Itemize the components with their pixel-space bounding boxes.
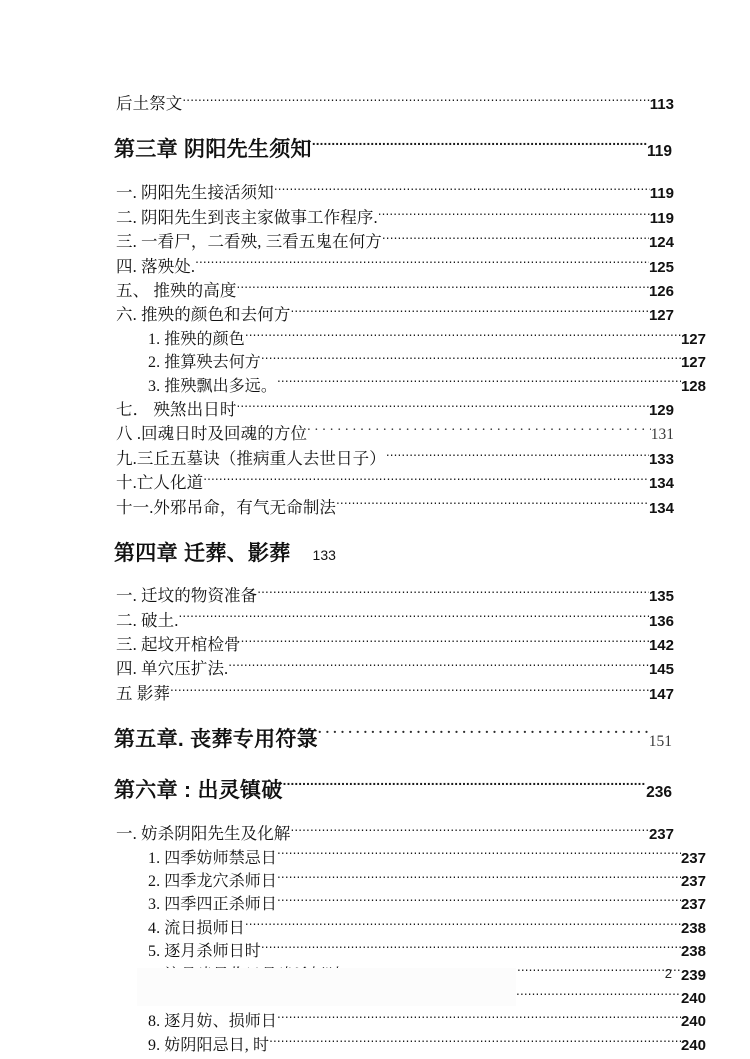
toc-entry-page-number: 240 [680, 989, 706, 1007]
toc-entry[interactable] [116, 447, 674, 471]
toc-entry-label: 五、 推殃的高度 [116, 281, 237, 301]
dot-leader [261, 940, 681, 956]
toc-entry-page-number: 113 [649, 96, 674, 113]
page-number-footer: 2 [664, 966, 672, 981]
toc-entry[interactable] [116, 398, 674, 422]
dot-leader [269, 1034, 681, 1050]
toc-entry-label: 第四章 迁葬、影葬 [114, 542, 291, 566]
toc-entry-page-number: 129 [648, 402, 674, 420]
toc-entry[interactable] [116, 682, 674, 706]
toc-entry-page-number: 124 [648, 234, 674, 252]
toc-entry-label: 2. 四季龙穴杀师日 [148, 872, 278, 890]
toc-entry-page-number: 119 [646, 143, 672, 161]
dot-leader [228, 658, 649, 675]
toc-entry-label: 一. 迁坟的物资准备 [116, 586, 258, 606]
dot-leader [290, 304, 649, 321]
toc-entry-page-number: 147 [648, 685, 674, 703]
toc-entry-page-number: 125 [648, 258, 674, 276]
dot-leader [318, 725, 649, 746]
toc-entry-label: 三. 起坟开棺检骨 [116, 634, 241, 654]
toc-entry-label: 5. 逐月杀师日时 [148, 943, 261, 961]
toc-entry-label: 9. 妨阴阳忌日, 时 [148, 1036, 270, 1054]
dot-leader [291, 539, 313, 560]
toc-entry-page-number: 134 [648, 475, 674, 493]
toc-entry-label: 3. 推殃飘出多远。 [148, 377, 278, 395]
toc-entry-label: 四. 单穴压扩法. [116, 659, 229, 679]
toc-entry[interactable] [116, 303, 674, 327]
toc-entry-page-number: 133 [312, 547, 336, 564]
dot-leader [312, 135, 647, 156]
dot-leader [274, 182, 650, 199]
toc-entry-page-number: 237 [680, 896, 706, 914]
toc-entry[interactable] [116, 822, 674, 846]
toc-subentry[interactable] [148, 1010, 706, 1033]
dot-leader [182, 93, 649, 110]
toc-subentry[interactable] [148, 893, 706, 916]
toc-chapter-entry[interactable] [114, 539, 672, 570]
toc-entry-label: 十.亡人化道 [116, 473, 204, 493]
toc-entry-label: 五 影葬 [116, 683, 171, 703]
toc-entry-page-number: 236 [646, 784, 672, 802]
toc-entry-label: 九.三丘五墓诀（推病重人去世日子） [116, 448, 386, 468]
toc-subentry[interactable] [148, 351, 706, 374]
toc-entry[interactable] [116, 496, 674, 520]
toc-entry-page-number: 239 [680, 966, 706, 984]
toc-entry-label: 一. 阴阳先生接活须知 [116, 183, 274, 203]
toc-entry-page-number: 142 [648, 636, 674, 654]
toc-entry-label: 十一.外邪吊命，有气无命制法 [116, 497, 337, 517]
toc-entry-page-number: 134 [648, 499, 674, 517]
toc-entry[interactable] [116, 633, 674, 657]
dot-leader [307, 423, 651, 440]
toc-subentry[interactable] [148, 375, 706, 398]
toc-entry-label: 1. 推殃的颜色 [148, 330, 245, 348]
toc-entry-page-number: 238 [680, 943, 706, 961]
toc-entry-label: 六. 推殃的颜色和去何方 [116, 305, 291, 325]
toc-entry-page-number: 145 [648, 661, 674, 679]
toc-entry-page-number: 237 [680, 849, 706, 867]
dot-leader [241, 633, 649, 650]
toc-entry-label: 4. 流日损师日 [148, 919, 245, 937]
dot-leader [283, 776, 646, 797]
toc-entry-page-number: 131 [650, 426, 674, 444]
dot-leader [170, 682, 649, 699]
toc-entry-label: 第六章 : 出灵镇破 [114, 779, 283, 803]
toc-entry[interactable] [116, 657, 674, 681]
toc-subentry[interactable] [148, 328, 706, 351]
toc-entry-page-number: 151 [648, 733, 672, 751]
toc-entry-label: 8. 逐月妨、损师日 [148, 1013, 278, 1031]
dot-leader [382, 231, 649, 248]
toc-subentry[interactable] [148, 1034, 706, 1057]
dot-leader [195, 255, 649, 272]
toc-entry-page-number: 128 [680, 377, 706, 395]
toc-entry[interactable] [116, 230, 674, 254]
toc-entry-page-number: 127 [648, 307, 674, 325]
toc-chapter-entry[interactable] [114, 776, 672, 808]
dot-leader [277, 1010, 681, 1026]
toc-entry-page-number: 127 [680, 330, 706, 348]
toc-entry-label: 二. 阴阳先生到丧主家做事工作程序. [116, 207, 378, 227]
toc-entry-page-number: 238 [680, 919, 706, 937]
toc-entry-page-number: 240 [680, 1036, 706, 1054]
dot-leader [290, 823, 649, 840]
toc-entry-label: 四. 落殃处. [116, 256, 196, 276]
toc-entry-page-number: 126 [648, 283, 674, 301]
dot-leader [178, 609, 648, 626]
toc-entry-label: 第五章. 丧葬专用符箓 [114, 728, 318, 752]
toc-subentry[interactable] [148, 940, 706, 963]
toc-entry-label: 七． 殃煞出日时 [116, 400, 237, 420]
toc-subentry[interactable] [148, 917, 706, 940]
toc-entry[interactable] [116, 255, 674, 279]
toc-entry-label: 3. 四季四正杀师日 [148, 896, 278, 914]
dot-leader [336, 496, 649, 513]
toc-entry[interactable] [116, 92, 674, 116]
scan-artifact-band [137, 968, 516, 1006]
toc-entry-page-number: 136 [648, 612, 674, 630]
dot-leader [277, 847, 681, 863]
dot-leader [277, 870, 681, 886]
toc-entry-label: 2. 推算殃去何方 [148, 354, 261, 372]
toc-entry-page-number: 119 [649, 209, 674, 227]
toc-entry-label: 二. 破土. [116, 610, 179, 630]
toc-entry-label: 三. 一看尸，二看殃, 三看五鬼在何方 [116, 232, 382, 252]
dot-leader [257, 585, 649, 602]
toc-entry-label: 第三章 阴阳先生须知 [114, 138, 312, 162]
toc-entry-label: 后土祭文 [116, 94, 183, 113]
dot-leader [261, 351, 681, 367]
dot-leader [386, 447, 649, 464]
toc-entry-page-number: 237 [648, 826, 674, 844]
dot-leader [245, 917, 681, 933]
toc-entry[interactable] [116, 584, 674, 608]
toc-entry-label: 1. 四季妨师禁忌日 [148, 849, 278, 867]
toc-chapter-entry[interactable] [114, 725, 672, 757]
toc-entry-label: 八 .回魂日时及回魂的方位 [116, 424, 308, 444]
toc-entry[interactable] [116, 206, 674, 230]
dot-leader [277, 375, 681, 391]
table-of-contents [114, 92, 706, 1057]
toc-entry-page-number: 119 [649, 185, 674, 203]
dot-leader [236, 280, 649, 297]
toc-entry[interactable] [116, 181, 674, 205]
toc-entry-page-number: 240 [680, 1013, 706, 1031]
toc-entry[interactable] [116, 279, 674, 303]
dot-leader [245, 328, 681, 344]
toc-subentry[interactable] [148, 847, 706, 870]
toc-entry-page-number: 133 [648, 450, 674, 468]
toc-entry-page-number: 127 [680, 354, 706, 372]
toc-entry-label: 一. 妨杀阴阳先生及化解 [116, 824, 291, 844]
toc-entry-page-number: 237 [680, 872, 706, 890]
toc-subentry[interactable] [148, 870, 706, 893]
toc-entry[interactable] [116, 609, 674, 633]
dot-leader [378, 206, 650, 223]
dot-leader [277, 893, 681, 909]
toc-entry[interactable] [116, 422, 674, 446]
dot-leader [236, 399, 649, 416]
toc-entry-page-number: 135 [648, 588, 674, 606]
dot-leader [203, 472, 649, 489]
toc-entry[interactable] [116, 471, 674, 495]
toc-chapter-entry[interactable] [114, 135, 672, 167]
